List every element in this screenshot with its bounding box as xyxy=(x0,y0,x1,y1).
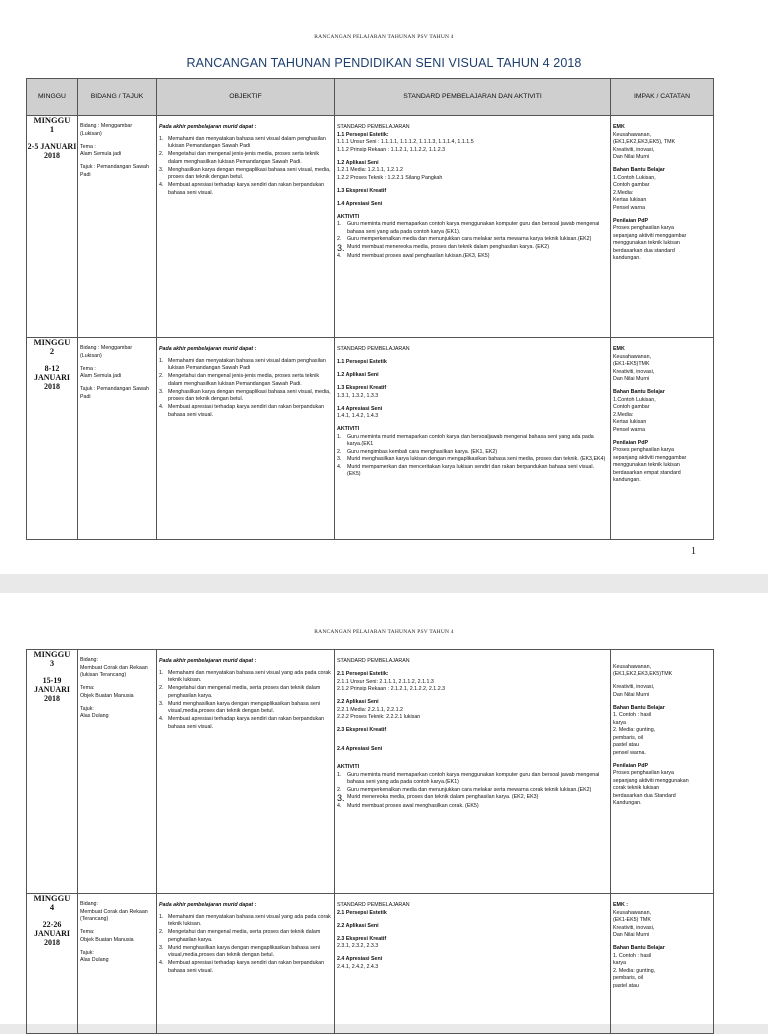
objektif-cell xyxy=(157,338,335,540)
objective-number: 1. xyxy=(159,669,164,676)
activity-item xyxy=(337,236,608,244)
objective-number: 4. xyxy=(159,404,164,410)
impak-line: Penilaian PdP xyxy=(613,439,649,446)
table-row-week-4 xyxy=(27,894,714,1034)
week-dates: 22-26 JANUARI xyxy=(34,920,70,938)
objective-intro: Pada akhir pembelajaran murid dapat : xyxy=(159,124,257,130)
objective-intro: Pada akhir pembelajaran murid dapat : xyxy=(159,346,257,352)
objective-item xyxy=(159,358,332,373)
objective-number: 3. xyxy=(159,388,164,395)
impak-line: Bahan Bantu Belajar xyxy=(613,945,665,951)
impak-line: pastel atau xyxy=(613,982,639,989)
objektif-cell xyxy=(157,116,335,338)
standard-line: 1.4.1, 1.4.2, 1.4.3 xyxy=(337,413,379,419)
week-dates: 8-12 JANUARI xyxy=(34,364,70,382)
activity-number: 4. xyxy=(337,803,342,809)
table-row-week-3 xyxy=(27,650,714,894)
week-label: MINGGU xyxy=(33,337,71,347)
objective-item xyxy=(159,182,332,197)
objective-item xyxy=(159,701,332,716)
table-row-week-2 xyxy=(27,338,714,540)
bidang-line: Alam Semula jadi xyxy=(80,373,122,379)
standard-line: 2.1 Persepsi Estetik: xyxy=(337,671,389,677)
objective-text: Memahami dan menyatakan bahasa seni visual dalam penghasilan lukisan Pemandangan Sawah Padi xyxy=(168,135,326,149)
objective-item xyxy=(159,670,332,685)
header-bidang-tajuk: BIDANG / TAJUK xyxy=(78,79,157,116)
week-label: MINGGU xyxy=(33,115,71,125)
bidang-line: Tema : xyxy=(80,143,96,150)
standard-line: 2.1.1 Unsur Seni: 2.1.1.1, 2.1.1.2, 2.1.1.3 xyxy=(337,678,434,685)
objective-number: 1. xyxy=(159,913,164,920)
impak-line: Dan Nilai Murni xyxy=(613,691,650,698)
impak-line: Pensel warna xyxy=(613,426,646,433)
activity-item xyxy=(337,794,608,803)
week-number: 1 xyxy=(49,124,55,134)
week-year: 2018 xyxy=(44,694,60,703)
impak-line: EMK : xyxy=(613,902,629,908)
objective-text: Murid menghasilkan karya dengan mengaplikasikan bahasa seni visual,media,proses dan teknik dengan betul. xyxy=(168,700,320,714)
standard-line: 1.3 Ekspresi Kreatif xyxy=(337,385,387,391)
objective-text: Murid menghasilkan karya dengan mengaplikasikan bahasa seni visual,media,proses dan teknik dengan betul. xyxy=(168,944,320,958)
document-title: RANCANGAN TAHUNAN PENDIDIKAN SENI VISUAL TAHUN 4 2018 xyxy=(186,56,582,70)
impak-line: Keusahawanan, xyxy=(613,909,651,916)
impak-line: karya xyxy=(613,960,626,966)
activity-item xyxy=(337,772,608,787)
impak-line: Penilaian PdP xyxy=(613,762,649,769)
running-header: RANCANGAN PELAJARAN TAHUNAN PSV TAHUN 4 xyxy=(314,34,454,40)
impak-line: Contoh gambar xyxy=(613,182,650,188)
impak-line: Kertas lukisan xyxy=(613,197,647,203)
activity-number: 4. xyxy=(337,252,342,259)
objective-text: Mengetahui dan mengenal media, serta proses dan teknik dalam penghasilan karya. xyxy=(168,685,321,699)
objective-item xyxy=(159,685,332,700)
objective-number: 2. xyxy=(159,373,164,379)
objective-item xyxy=(159,389,332,404)
table-header-row xyxy=(27,79,714,116)
standard-aktiviti-cell xyxy=(335,894,611,1034)
header-impak-catatan: IMPAK / CATATAN xyxy=(611,79,714,116)
objective-number: 4. xyxy=(159,182,164,188)
impak-line: EMK xyxy=(613,346,625,352)
impak-line: (EK1-EK5)TMK xyxy=(613,361,650,367)
objective-number: 3. xyxy=(159,944,164,951)
impak-line: 2. Media: gunting, xyxy=(613,967,656,974)
objektif-cell xyxy=(157,894,335,1034)
bidang-line: Tajuk : Pemandangan Sawah Padi xyxy=(80,164,149,178)
week-cell xyxy=(27,116,78,338)
activity-number: 1. xyxy=(337,221,342,227)
activity-title: AKTIVITI xyxy=(337,213,360,220)
impak-cell xyxy=(611,894,714,1034)
impak-line: 2. Media: gunting, xyxy=(613,727,656,733)
activity-item xyxy=(337,253,608,261)
standard-line: 1.3 Ekspresi Kreatif xyxy=(337,187,387,194)
impak-line: Bahan Bantu Belajar xyxy=(613,167,665,173)
impak-line: EMK xyxy=(613,124,625,130)
objective-item xyxy=(159,151,332,166)
bidang-line: Tema: xyxy=(80,929,95,935)
objective-text: Membuat apresiasi terhadap karya sendiri dan rakan berpandukan bahasa seni visual. xyxy=(168,960,325,974)
impak-cell xyxy=(611,650,714,894)
activity-text: Murid membuat proses awal menghasilkan corak. (EK5) xyxy=(347,803,479,809)
impak-line: Proses penghasilan karya xyxy=(613,225,674,231)
impak-line: (EK1,EK2,EK3,EK5)TMK xyxy=(613,671,673,677)
week-dates: 2-5 JANUARI xyxy=(27,142,77,151)
activity-text: Murid menghasilkan karya lukisan dengan mengaplikasikan bahasa seni media, proses dan teknik. (EK3,EK4) xyxy=(347,456,606,462)
impak-cell xyxy=(611,116,714,338)
week-cell xyxy=(27,894,78,1034)
impak-line: karya xyxy=(613,719,626,726)
objective-item xyxy=(159,716,332,731)
activity-number: 2. xyxy=(337,236,342,242)
activity-number: 3. xyxy=(337,793,345,803)
activity-text: Guru meminta murid memaparkan contoh karya menggunakan komputer guru dan bersoal jawab mengenai bahasa seni yang ada pada contoh karya (EK1). xyxy=(347,221,600,235)
week-year: 2018 xyxy=(44,151,60,160)
standard-line: 2.1.2 Prinsip Rekaan : 2.1.2.1, 2.1.2.2, 2.1.2.3 xyxy=(337,686,446,692)
impak-line: Contoh gambar xyxy=(613,404,650,410)
activity-text: Guru memperkenalkan media dan menunjukkan cara melakar serta mewarna karya teknik lukisan.(EK2) xyxy=(347,236,592,242)
bidang-line: Tema : xyxy=(80,365,96,372)
bidang-cell xyxy=(78,338,157,540)
objective-text: Menghasilkan karya dengan mengaplikasi bahasa seni visual, media, proses dan teknik dengan betul. xyxy=(168,166,331,180)
standard-line: 1.4 Apresiasi Seni xyxy=(337,200,383,207)
bidang-line: Alas Dulang xyxy=(80,713,109,719)
impak-line: 1.Contoh Lukisan, xyxy=(613,174,656,181)
running-header: RANCANGAN PELAJARAN TAHUNAN PSV TAHUN 4 xyxy=(314,629,454,635)
activity-text: Guru meminta murid memaparkan contoh karya dan bersoaljawab mengenai bahasa seni yang ada pada karya.(EK1 xyxy=(347,433,594,447)
objective-item xyxy=(159,929,332,944)
activity-number: 3. xyxy=(337,242,345,253)
standard-line: 1.1 Persepsi Estetik xyxy=(337,359,387,365)
objective-item xyxy=(159,960,332,975)
objective-item xyxy=(159,945,332,960)
objective-item xyxy=(159,404,332,419)
activity-number: 2. xyxy=(337,448,342,455)
activity-item xyxy=(337,434,608,449)
objective-number: 1. xyxy=(159,357,164,364)
bidang-line: Bidang: xyxy=(80,657,98,663)
week-year: 2018 xyxy=(44,938,60,947)
impak-line: Proses penghasilan karya xyxy=(613,770,674,776)
impak-line: Kreativiti, inovasi, xyxy=(613,684,655,690)
standard-line: 2.3.1, 2.3.2, 2.3.3 xyxy=(337,943,379,949)
objective-item xyxy=(159,914,332,929)
standard-line: 1.2 Aplikasi Seni xyxy=(337,159,379,166)
standard-line: 1.2.1 Media: 1.2.1.1, 1.2.1.2 xyxy=(337,167,403,173)
impak-line: pensel warna. xyxy=(613,749,646,756)
page-number: 1 xyxy=(691,546,696,557)
impak-line: Dan Nilai Murni xyxy=(613,154,650,160)
header-minggu: MINGGU xyxy=(27,79,78,116)
impak-line: menggunakan teknik lukisan xyxy=(613,240,680,246)
impak-line: Penilaian PdP xyxy=(613,217,649,224)
activity-number: 2. xyxy=(337,786,342,793)
bidang-line: Objek Buatan Manusia xyxy=(80,692,134,699)
objective-text: Membuat apresiasi terhadap karya sendiri dan rakan berpandukan bahasa seni visual. xyxy=(168,182,325,196)
standard-line: 1.1.2 Prinsip Rekaan : 1.1.2.1, 1.1.2.2, 1.1.2.3 xyxy=(337,146,446,153)
activity-item xyxy=(337,449,608,457)
activity-number: 1. xyxy=(337,771,342,778)
standard-line: 1.3.1, 1.3.2, 1.3.3 xyxy=(337,392,379,399)
impak-line: berdasarkan empat standard xyxy=(613,469,681,476)
activity-title: AKTIVITI xyxy=(337,426,360,432)
standard-aktiviti-cell xyxy=(335,338,611,540)
impak-line: Bahan Bantu Belajar xyxy=(613,389,665,395)
standard-line: 2.2 Aplikasi Seni xyxy=(337,699,379,705)
bidang-line: Tajuk: xyxy=(80,705,94,712)
objective-number: 1. xyxy=(159,135,164,142)
activity-item xyxy=(337,803,608,811)
impak-line: sepanjang aktiviti menggambar xyxy=(613,454,687,461)
standard-line: 2.4.1, 2.4.2, 2.4.3 xyxy=(337,963,379,970)
objective-list xyxy=(159,358,332,420)
standard-line: 2.3 Ekspresi Kreatif xyxy=(337,727,387,733)
impak-line: sepanjang aktiviti menggambar xyxy=(613,232,687,239)
impak-line: Kreativiti, inovasi, xyxy=(613,924,655,931)
bidang-line: Tajuk : Pemandangan Sawah Padi xyxy=(80,386,149,400)
week-label: MINGGU xyxy=(33,893,71,903)
table-row-week-1 xyxy=(27,116,714,338)
bidang-cell xyxy=(78,116,157,338)
activity-number: 1. xyxy=(337,433,342,440)
activity-item xyxy=(337,221,608,236)
activity-item xyxy=(337,464,608,479)
objective-text: Memahami dan menyatakan bahasa seni visual yang ada pada corak teknik lukisan. xyxy=(168,669,331,683)
activity-text: Guru memperkenalkan media dan menunjukkan cara melakar serta mewarna corak teknik lukisan.(EK2) xyxy=(347,786,592,793)
objective-text: Mengetahui dan mengenal media, serta proses dan teknik dalam penghasilan karya. xyxy=(168,929,321,943)
objektif-cell xyxy=(157,650,335,894)
bidang-cell xyxy=(78,894,157,1034)
impak-line: corak teknik lukisan xyxy=(613,785,660,791)
objective-text: Memahami dan menyatakan bahasa seni visual dalam penghasilan lukisan Pemandangan Sawah Padi xyxy=(168,357,326,371)
activity-text: Guru meminta murid memaparkan contoh karya menggunakan komputer guru dan bersoal jawab mengenai bahasa seni yang ada pada contoh karya.(EK1) xyxy=(347,771,600,785)
impak-line: Dan Nilai Murni xyxy=(613,932,650,938)
document-page-2 xyxy=(0,593,768,1024)
impak-line: 1. Contoh : hasil xyxy=(613,952,652,959)
week-cell xyxy=(27,650,78,894)
impak-line: Pensel warna xyxy=(613,204,646,211)
impak-line: (EK1,EK2,EK3,EK5), TMK xyxy=(613,139,676,145)
impak-line: pastel atau xyxy=(613,742,639,748)
impak-line: Dan Nilai Murni xyxy=(613,376,650,382)
impak-line: Kertas lukisan xyxy=(613,419,647,425)
standard-line: 1.4 Apresiasi Seni xyxy=(337,405,383,412)
standard-line: 2.3 Ekspresi Kreatif xyxy=(337,935,387,942)
lesson-plan-table xyxy=(26,649,714,1034)
bidang-line: Tema: xyxy=(80,685,95,691)
activity-text: Murid membuat proses awal penghasilan lukisan.(EK3, EK5) xyxy=(347,252,490,259)
impak-line: 2.Media: xyxy=(613,189,634,196)
header-objektif: OBJEKTIF xyxy=(157,79,335,116)
impak-line: Kreativiti, inovasi, xyxy=(613,368,655,375)
objective-intro: Pada akhir pembelajaran murid dapat : xyxy=(159,902,257,908)
standard-line: 1.1.1 Unsur Seni : 1.1.1.1, 1.1.1.2, 1.1.1.3, 1.1.1.4, 1.1.1.5 xyxy=(337,139,474,145)
lesson-plan-table xyxy=(26,78,714,540)
objective-number: 2. xyxy=(159,929,164,935)
activity-text: Murid membuat menereoka media, proses dan teknik dalam penghasilan karya. (EK2) xyxy=(347,243,549,250)
standard-line: 2.1 Persepsi Estetik xyxy=(337,909,387,916)
impak-line: sepanjang aktiviti menggunakan xyxy=(613,777,689,784)
impak-line: Bahan Bantu Belajar xyxy=(613,704,665,711)
header-standard-aktiviti: STANDARD PEMBELAJARAN DAN AKTIVITI xyxy=(335,79,611,116)
activity-text: Murid mempamerkan dan menceritakan karya lukisan sendiri dan rakan berpandukan bahasa seni visual. (EK5) xyxy=(347,463,595,477)
impak-line: Keusahawanan, xyxy=(613,663,651,670)
objective-number: 2. xyxy=(159,685,164,691)
bidang-line: Tajuk: xyxy=(80,949,94,956)
impak-line: kandungan. xyxy=(613,255,641,261)
objective-item xyxy=(159,167,332,182)
impak-line: 2.Media: xyxy=(613,411,634,418)
activity-item xyxy=(337,244,608,253)
standard-line: 2.2.2 Proses Teknik: 2.2.2.1 lukisan xyxy=(337,714,421,720)
activity-number: 4. xyxy=(337,463,342,470)
impak-line: Keusahawanan, xyxy=(613,131,651,138)
standard-line: 2.4 Apresiasi Seni xyxy=(337,956,383,962)
standard-line: 2.2 Aplikasi Seni xyxy=(337,922,379,929)
objective-text: Mengetahui dan mengenal jenis-jenis media, proses serta teknik dalam menghasilkan lukisan Pemandangan Sawah Padi. xyxy=(168,373,320,387)
impak-line: pembaris, oil xyxy=(613,975,644,981)
week-label: MINGGU xyxy=(33,649,71,659)
objective-text: Memahami dan menyatakan bahasa seni visual yang ada pada corak teknik lukisan. xyxy=(168,913,331,927)
bidang-line: Alam Semula jadi xyxy=(80,151,122,157)
standard-title: STANDARD PEMBELAJARAN xyxy=(337,658,410,664)
standard-title: STANDARD PEMBELAJARAN xyxy=(337,902,410,908)
activity-text: Guru mengimbas kembali cara menghasilkan karya. (EK1, EK2) xyxy=(347,448,498,455)
standard-line: 1.1 Persepsi Estetik: xyxy=(337,131,389,138)
week-cell xyxy=(27,338,78,540)
bidang-line: Objek Buatan Manusia xyxy=(80,936,134,943)
standard-line: 2.2.1 Media: 2.2.1.1, 2.2.1.2 xyxy=(337,706,403,713)
objective-text: Menghasilkan karya dengan mengaplikasi bahasa seni visual, media, proses dan teknik dengan betul. xyxy=(168,388,331,402)
standard-line: 2.4 Apresiasi Seni xyxy=(337,745,383,752)
objective-number: 2. xyxy=(159,151,164,157)
impak-line: Keusahawanan, xyxy=(613,353,651,360)
week-number: 3 xyxy=(49,658,55,668)
impak-line: berdasarkan dua standard xyxy=(613,247,675,254)
impak-line: pembaris, oil xyxy=(613,734,644,741)
activity-title: AKTIVITI xyxy=(337,764,360,770)
objective-item xyxy=(159,373,332,388)
bidang-line: Alas Dulang xyxy=(80,957,109,963)
activity-item xyxy=(337,787,608,795)
standard-line: 1.2.2 Proses Teknik : 1.2.2.1 Silang Pangkah xyxy=(337,174,443,181)
bidang-line: Bidang: xyxy=(80,901,98,907)
objective-number: 4. xyxy=(159,716,164,722)
activity-item xyxy=(337,456,608,464)
standard-aktiviti-cell xyxy=(335,650,611,894)
objective-list xyxy=(159,670,332,732)
impak-line: Kandungan. xyxy=(613,800,642,806)
standard-line: 1.2 Aplikasi Seni xyxy=(337,372,379,378)
bidang-line: Membuat Corak dan Rekaan (Terancang) xyxy=(80,908,148,922)
week-dates: 15-19 JANUARI xyxy=(34,676,70,694)
objective-text: Membuat apresiasi terhadap karya sendiri dan rakan berpandukan bahasa seni visual. xyxy=(168,404,325,418)
impak-line: kandungan. xyxy=(613,477,641,483)
activity-text: Murid menereoka media, proses dan teknik dalam penghasilan karya. (EK2, EK3) xyxy=(347,794,539,800)
standard-title: STANDARD PEMBELAJARAN xyxy=(337,124,410,130)
impak-line: (EK1-EK5) TMK xyxy=(613,917,651,923)
impak-cell xyxy=(611,338,714,540)
bidang-line: Bidang : Menggambar (Lukisan) xyxy=(80,345,133,359)
objective-text: Mengetahui dan mengenal jenis-jenis media, proses serta teknik dalam menghasilkan lukisan Pemandangan Sawah Padi. xyxy=(168,151,320,165)
bidang-line: Bidang : Menggambar (Lukisan) xyxy=(80,123,133,137)
objective-intro: Pada akhir pembelajaran murid dapat : xyxy=(159,658,257,664)
bidang-cell xyxy=(78,650,157,894)
objective-number: 4. xyxy=(159,960,164,966)
week-number: 4 xyxy=(49,902,55,912)
week-number: 2 xyxy=(49,346,55,356)
impak-line: berdasarkan dua Standard xyxy=(613,792,676,799)
objective-list xyxy=(159,136,332,198)
impak-line: Proses penghasilan karya xyxy=(613,447,674,453)
standard-aktiviti-cell xyxy=(335,116,611,338)
impak-line: Kreativiti, inovasi, xyxy=(613,146,655,153)
impak-line: menggunakan teknik lukisan xyxy=(613,462,680,468)
objective-number: 3. xyxy=(159,700,164,707)
impak-line: 1.Contoh Lukisan, xyxy=(613,396,656,403)
impak-line: 1. Contoh : hasil xyxy=(613,712,652,718)
objective-text: Membuat apresiasi terhadap karya sendiri dan rakan berpandukan bahasa seni visual. xyxy=(168,716,325,730)
week-year: 2018 xyxy=(44,382,60,391)
objective-list xyxy=(159,914,332,976)
activity-number: 3. xyxy=(337,456,342,462)
standard-title: STANDARD PEMBELAJARAN xyxy=(337,346,410,352)
objective-item xyxy=(159,136,332,151)
bidang-line: Membuat Corak dan Rekaan (lukisan Terancang) xyxy=(80,664,148,678)
objective-number: 3. xyxy=(159,166,164,173)
